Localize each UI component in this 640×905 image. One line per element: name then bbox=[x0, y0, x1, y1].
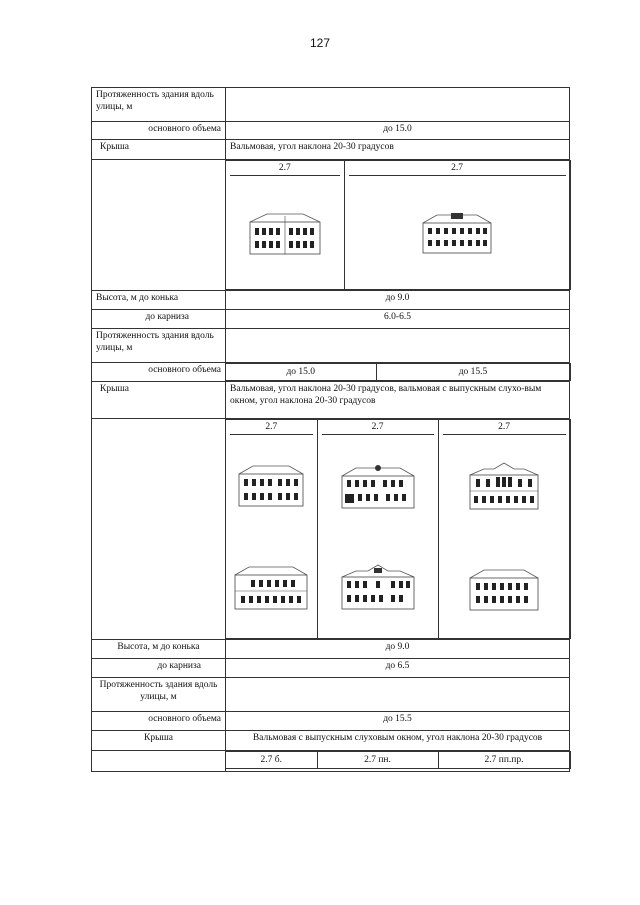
table-row bbox=[92, 712, 570, 731]
row-label: основного объема bbox=[92, 712, 226, 731]
drawings-row bbox=[92, 160, 570, 291]
row-label: Крыша bbox=[92, 731, 226, 751]
column-label: 2.7 bbox=[230, 162, 340, 176]
building-facade-drawing bbox=[322, 435, 434, 637]
page-number: 127 bbox=[309, 36, 331, 50]
drawings-row bbox=[92, 419, 570, 640]
table-row bbox=[92, 291, 570, 310]
column-label: 2.7 б. bbox=[226, 752, 317, 769]
table-row bbox=[92, 640, 570, 659]
table-row bbox=[92, 122, 570, 140]
row-value: до 9.0 bbox=[226, 291, 570, 310]
row-value: до 9.0 bbox=[226, 640, 570, 659]
row-label: Высота, м до конька bbox=[92, 291, 226, 310]
building-facade-drawing bbox=[230, 176, 340, 288]
row-value: до 15.5 bbox=[376, 364, 570, 381]
row-label: основного объема bbox=[92, 122, 226, 140]
building-parameters-table bbox=[91, 87, 570, 772]
table-row bbox=[92, 731, 570, 751]
building-facade-drawing bbox=[349, 176, 566, 288]
table-row bbox=[92, 659, 570, 678]
row-value: Вальмовая с выпускным слуховым окном, угол наклона 20-30 градусов bbox=[226, 731, 570, 751]
row-value: до 6.5 bbox=[226, 659, 570, 678]
building-facade-drawing bbox=[443, 435, 566, 637]
column-label: 2.7 bbox=[230, 421, 313, 435]
row-value: Вальмовая, угол наклона 20-30 градусов bbox=[226, 140, 570, 160]
row-label: основного объема bbox=[92, 363, 226, 382]
column-label: 2.7 пн. bbox=[317, 752, 438, 769]
row-label: Протяженность здания вдоль улицы, м bbox=[92, 88, 226, 122]
table-row bbox=[92, 382, 570, 419]
column-label: 2.7 bbox=[443, 421, 566, 435]
table-row bbox=[92, 678, 570, 712]
row-label: Высота, м до конька bbox=[92, 640, 226, 659]
row-label: Протяженность здания вдоль улицы, м bbox=[92, 329, 226, 363]
column-label: 2.7 bbox=[322, 421, 434, 435]
row-label: до карниза bbox=[92, 659, 226, 678]
table-row bbox=[92, 751, 570, 772]
row-label: Крыша bbox=[92, 382, 226, 419]
row-label: Протяженность здания вдоль улицы, м bbox=[92, 678, 226, 712]
column-label: 2.7 bbox=[349, 162, 566, 176]
row-value: до 15.0 bbox=[226, 122, 570, 140]
row-value: 6.0-6.5 bbox=[226, 310, 570, 329]
table-row bbox=[92, 310, 570, 329]
table-row bbox=[92, 88, 570, 122]
building-facade-drawing bbox=[230, 435, 313, 637]
column-label: 2.7 пп.пр. bbox=[438, 752, 570, 769]
row-label: Крыша bbox=[92, 140, 226, 160]
table-row bbox=[92, 329, 570, 363]
row-value: до 15.0 bbox=[226, 364, 376, 381]
table-row bbox=[92, 140, 570, 160]
table-row bbox=[92, 363, 570, 382]
row-label: до карниза bbox=[92, 310, 226, 329]
row-value: Вальмовая, угол наклона 20-30 градусов, вальмовая с выпускным слухо-вым окном, угол наклона 20-30 градусов bbox=[226, 382, 570, 419]
row-value: до 15.5 bbox=[226, 712, 570, 731]
